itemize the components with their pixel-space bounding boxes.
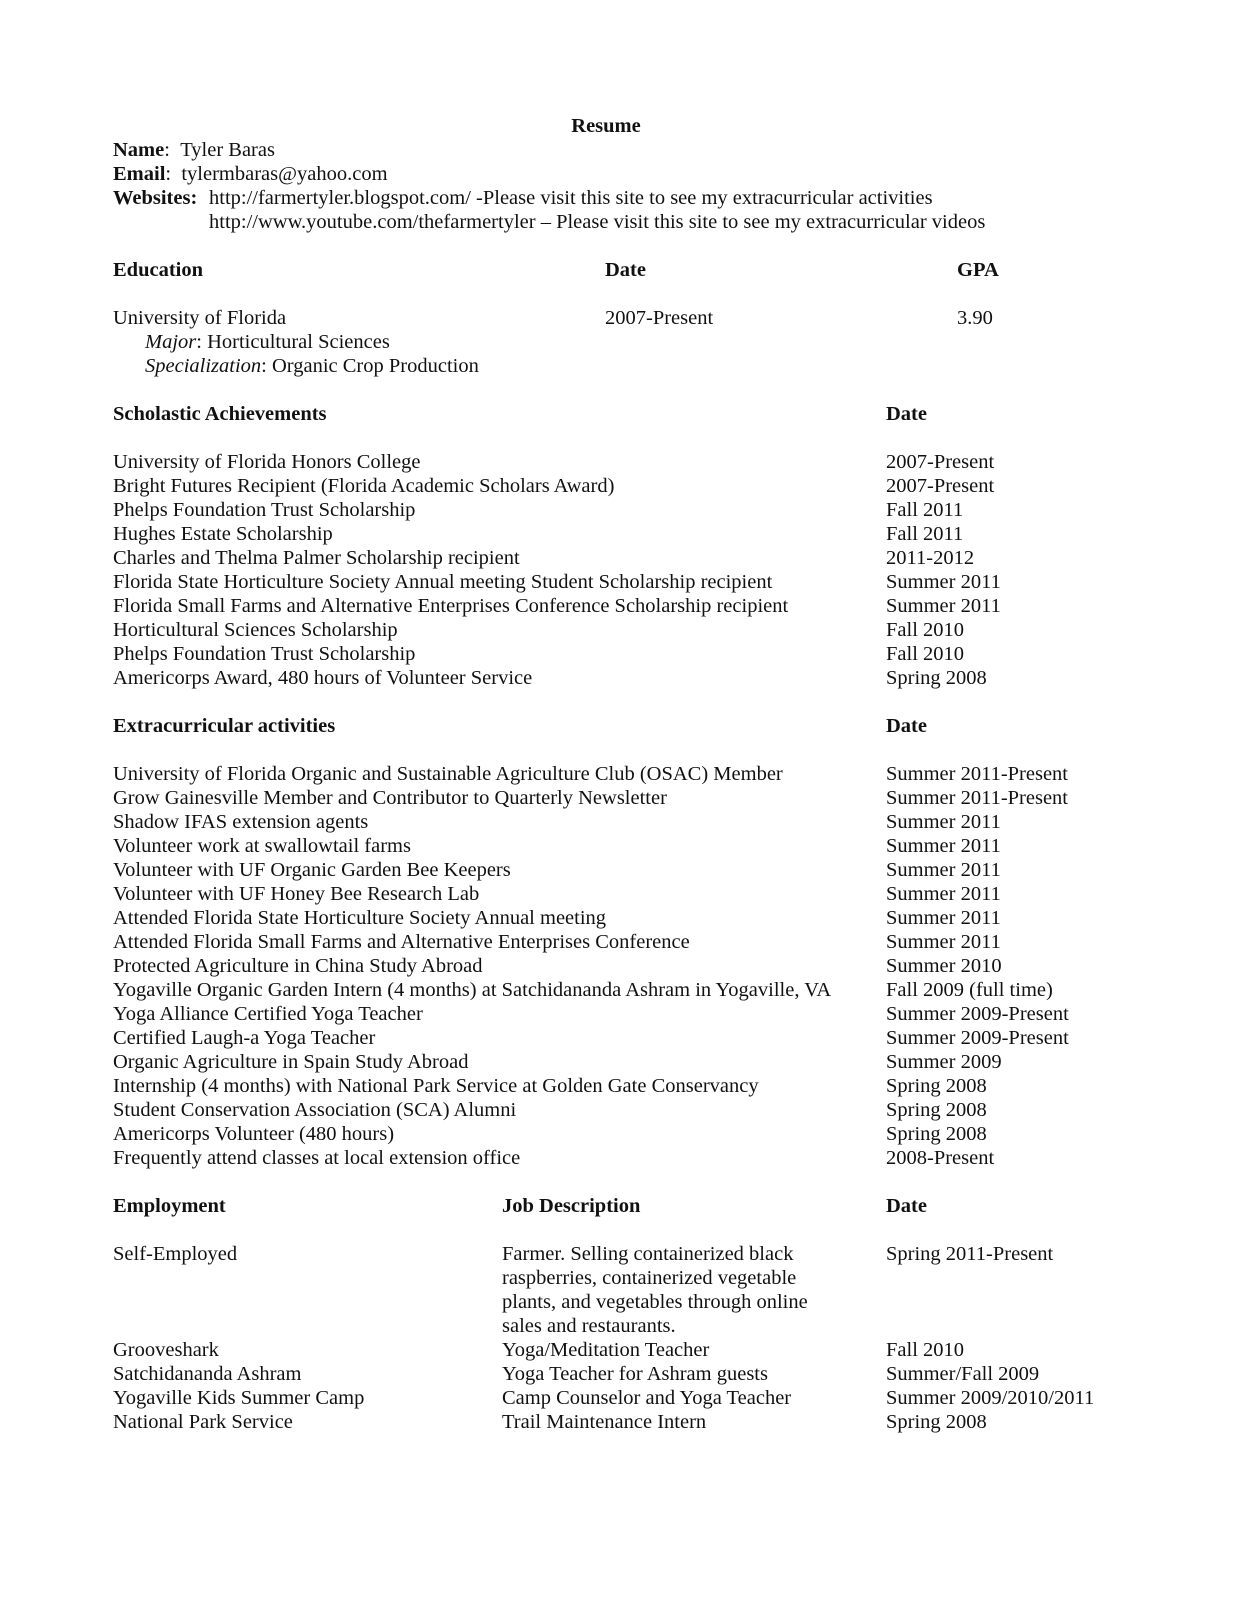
extracurricular-name: Shadow IFAS extension agents [113,811,369,833]
extracurricular-row [113,1002,1123,1026]
education-header-row [113,258,1123,282]
employment-desc-cell [502,1386,886,1410]
extracurricular-row [113,882,1123,906]
extracurricular-date: Summer 2011 [886,811,1001,833]
extracurricular-row [113,978,1123,1002]
scholastic-name: Hughes Estate Scholarship [113,523,333,545]
extracurricular-date-header: Date [886,715,927,737]
email-row: Email : tylermbaras@yahoo.com [113,163,388,185]
resume-page [113,114,1123,1434]
scholastic-row [113,522,1123,546]
extracurricular-name: Student Conservation Association (SCA) Alumni [113,1099,517,1121]
employment-desc: Yoga/Meditation Teacher [502,1339,710,1361]
education-date-header: Date [605,259,646,281]
extracurricular-name: Attended Florida State Horticulture Society Annual meeting [113,907,607,929]
scholastic-date: Fall 2011 [886,499,964,521]
scholastic-row [113,642,1123,666]
extracurricular-date: Summer 2009-Present [886,1027,1069,1049]
scholastic-date: Fall 2011 [886,523,964,545]
extracurricular-date: Spring 2008 [886,1123,987,1145]
employment-employer: Satchidananda Ashram [113,1363,302,1385]
email-label: Email [113,163,166,185]
employment-date-header: Date [886,1195,927,1217]
employment-desc-cell [502,1362,886,1386]
extracurricular-date: Summer 2010 [886,955,1002,977]
scholastic-date: Summer 2011 [886,595,1001,617]
spec-value: Organic Crop Production [271,355,479,377]
websites-row-2 [113,210,1123,234]
extracurricular-list [113,762,1123,1170]
scholastic-row [113,546,1123,570]
employment-employer: Self-Employed [113,1243,238,1265]
extracurricular-name: Volunteer work at swallowtail farms [113,835,411,857]
extracurricular-row [113,1146,1123,1170]
extracurricular-name: Americorps Volunteer (480 hours) [113,1123,395,1145]
websites-label: Websites: [113,187,198,209]
employment-row [113,1386,1123,1410]
extracurricular-date: Fall 2009 (full time) [886,979,1053,1001]
education-major-row: Major : Horticultural Sciences [145,331,390,353]
employment-date: Spring 2008 [886,1411,987,1433]
extracurricular-date: Summer 2009 [886,1051,1002,1073]
extracurricular-row [113,1122,1123,1146]
education-date: 2007-Present [605,307,714,329]
extracurricular-date: 2008-Present [886,1147,995,1169]
scholastic-row [113,498,1123,522]
scholastic-list [113,450,1123,690]
name-row: Name : Tyler Baras [113,139,275,161]
website-1[interactable]: http://farmertyler.blogspot.com/ -Please visit this site to see my extracurricular activities [209,187,933,209]
scholastic-name: Bright Futures Recipient (Florida Academic Scholars Award) [113,475,615,497]
extracurricular-name: Volunteer with UF Honey Bee Research Lab [113,883,480,905]
scholastic-name: Americorps Award, 480 hours of Volunteer Service [113,667,533,689]
employment-header-row [113,1194,1123,1218]
extracurricular-name: University of Florida Organic and Sustainable Agriculture Club (OSAC) Member [113,763,783,785]
scholastic-name: Phelps Foundation Trust Scholarship [113,643,416,665]
extracurricular-name: Grow Gainesville Member and Contributor to Quarterly Newsletter [113,787,667,809]
extracurricular-row [113,954,1123,978]
employment-desc: Farmer. Selling containerized black raspberries, containerized vegetable plants, and vegetables through online sales and restaurants. [502,1243,808,1337]
employment-row [113,1242,1123,1338]
extracurricular-date: Summer 2011 [886,835,1001,857]
scholastic-date: 2011-2012 [886,547,975,569]
scholastic-name: Charles and Thelma Palmer Scholarship recipient [113,547,520,569]
extracurricular-row [113,930,1123,954]
scholastic-name: University of Florida Honors College [113,451,421,473]
employment-date: Fall 2010 [886,1339,965,1361]
extracurricular-name: Protected Agriculture in China Study Abroad [113,955,483,977]
extracurricular-row [113,834,1123,858]
spec-label: Specialization [145,355,262,377]
extracurricular-date: Summer 2011 [886,907,1001,929]
websites-row [113,186,1123,210]
extracurricular-name: Certified Laugh-a Yoga Teacher [113,1027,376,1049]
employment-desc-cell [502,1338,886,1362]
extracurricular-row [113,786,1123,810]
employment-row [113,1338,1123,1362]
employment-desc-cell [502,1242,886,1338]
scholastic-row [113,666,1123,690]
education-school: University of Florida [113,307,287,329]
education-spec-row: Specialization : Organic Crop Production [145,355,479,377]
major-label: Major [145,331,197,353]
employment-date: Summer/Fall 2009 [886,1363,1040,1385]
education-gpa: 3.90 [957,307,993,329]
scholastic-date: Spring 2008 [886,667,987,689]
extracurricular-date: Spring 2008 [886,1075,987,1097]
extracurricular-name: Yogaville Organic Garden Intern (4 months) at Satchidananda Ashram in Yogaville, VA [113,979,832,1001]
extracurricular-header: Extracurricular activities [113,715,336,737]
employment-desc-header: Job Description [502,1195,641,1217]
extracurricular-name: Frequently attend classes at local extension office [113,1147,521,1169]
email-value: tylermbaras@yahoo.com [181,163,388,185]
scholastic-date: Fall 2010 [886,643,965,665]
employment-date: Summer 2009/2010/2011 [886,1387,1095,1409]
extracurricular-row [113,1026,1123,1050]
employment-desc-cell [502,1410,886,1434]
extracurricular-row [113,1050,1123,1074]
name-value: Tyler Baras [180,139,275,161]
extracurricular-date: Summer 2011 [886,859,1001,881]
extracurricular-name: Yoga Alliance Certified Yoga Teacher [113,1003,423,1025]
scholastic-date: 2007-Present [886,475,995,497]
scholastic-date-header: Date [886,403,927,425]
extracurricular-date: Summer 2011-Present [886,787,1069,809]
scholastic-row [113,570,1123,594]
name-label: Name [113,139,165,161]
extracurricular-date: Summer 2011 [886,883,1001,905]
employment-employer: Yogaville Kids Summer Camp [113,1387,365,1409]
extracurricular-name: Attended Florida Small Farms and Alternative Enterprises Conference [113,931,690,953]
extracurricular-row [113,810,1123,834]
scholastic-row [113,594,1123,618]
extracurricular-date: Spring 2008 [886,1099,987,1121]
extracurricular-row [113,1074,1123,1098]
education-row [113,306,1123,330]
extracurricular-name: Internship (4 months) with National Park Service at Golden Gate Conservancy [113,1075,759,1097]
scholastic-name: Florida Small Farms and Alternative Enterprises Conference Scholarship recipient [113,595,789,617]
extracurricular-row [113,906,1123,930]
resume-title-row [113,114,1099,138]
extracurricular-name: Organic Agriculture in Spain Study Abroad [113,1051,469,1073]
scholastic-header: Scholastic Achievements [113,403,327,425]
extracurricular-date: Summer 2009-Present [886,1003,1069,1025]
scholastic-name: Phelps Foundation Trust Scholarship [113,499,416,521]
extracurricular-row [113,1098,1123,1122]
education-header: Education [113,259,203,281]
extracurricular-date: Summer 2011-Present [886,763,1069,785]
scholastic-row [113,450,1123,474]
extracurricular-row [113,762,1123,786]
employment-date: Spring 2011-Present [886,1243,1054,1265]
scholastic-row [113,474,1123,498]
employment-desc: Yoga Teacher for Ashram guests [502,1363,768,1385]
scholastic-date: 2007-Present [886,451,995,473]
scholastic-date: Summer 2011 [886,571,1001,593]
employment-row [113,1362,1123,1386]
employment-employer: Grooveshark [113,1339,219,1361]
major-value: Horticultural Sciences [207,331,390,353]
extracurricular-date: Summer 2011 [886,931,1001,953]
scholastic-header-row [113,402,1123,426]
resume-title: Resume [571,115,641,137]
extracurricular-header-row [113,714,1123,738]
employment-list [113,1242,1123,1434]
employment-header: Employment [113,1195,226,1217]
employment-desc: Trail Maintenance Intern [502,1411,707,1433]
website-2[interactable]: http://www.youtube.com/thefarmertyler – Please visit this site to see my extracurricular videos [209,211,986,233]
employment-employer: National Park Service [113,1411,293,1433]
scholastic-name: Horticultural Sciences Scholarship [113,619,398,641]
scholastic-name: Florida State Horticulture Society Annual meeting Student Scholarship recipient [113,571,773,593]
employment-row [113,1410,1123,1434]
extracurricular-name: Volunteer with UF Organic Garden Bee Keepers [113,859,511,881]
extracurricular-row [113,858,1123,882]
education-gpa-header: GPA [957,259,999,281]
employment-desc: Camp Counselor and Yoga Teacher [502,1387,792,1409]
scholastic-row [113,618,1123,642]
scholastic-date: Fall 2010 [886,619,965,641]
